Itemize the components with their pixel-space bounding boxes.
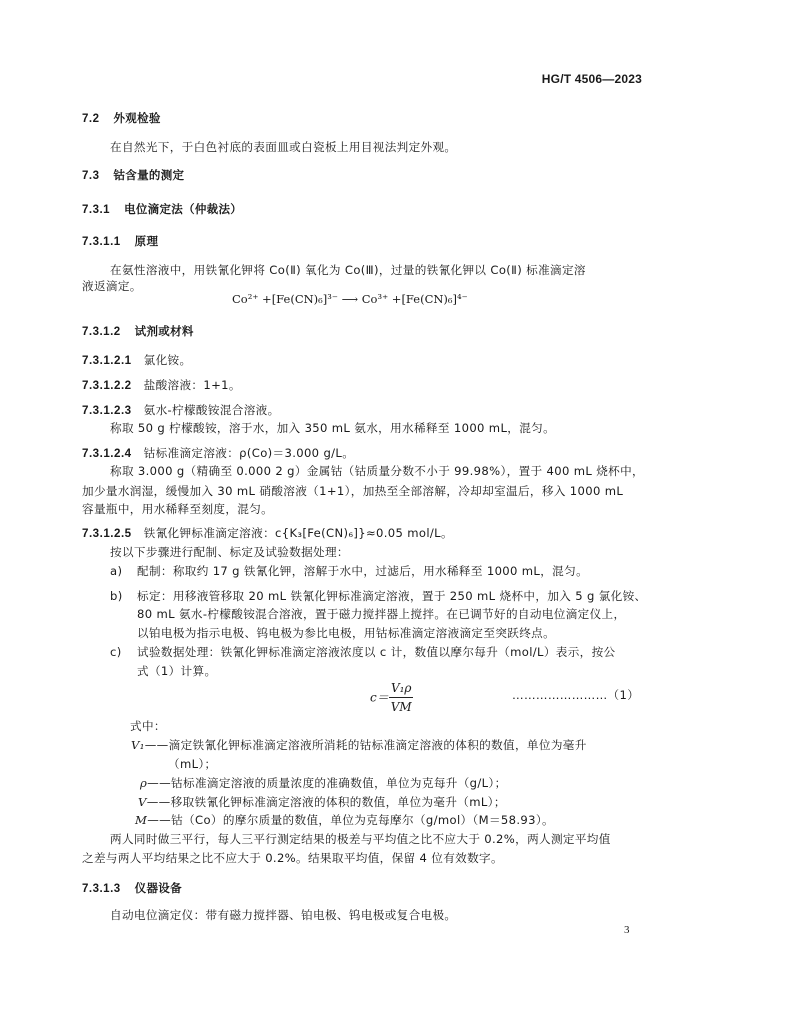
formula-fraction (389, 680, 414, 715)
clause-text: 钴标准滴定溶液：ρ(Co)＝3.000 g/L。 (143, 446, 355, 460)
variable-definition (131, 737, 587, 753)
page-number: 3 (624, 924, 630, 936)
formula (370, 680, 414, 715)
list-item-line: 80 mL 氨水-柠檬酸铵混合溶液，置于磁力搅拌器上搅拌。在已调节好的自动电位滴定仪上， (137, 607, 626, 621)
section-title: 原理 (134, 234, 159, 248)
paragraph-line: 容量瓶中，用水稀释至刻度，混匀。 (82, 502, 274, 516)
standard-number: HG/T 4506—2023 (541, 72, 642, 86)
list-marker: c) (110, 645, 122, 659)
section-title: 钴含量的测定 (113, 168, 185, 182)
clause-number: 7.3.1.2.1 (82, 354, 132, 367)
clause-text: 铁氰化钾标准滴定溶液：c{K₃[Fe(CN)₆]}≈0.05 mol/L。 (143, 526, 453, 540)
list-item-line: 式（1）计算。 (137, 664, 217, 678)
clause-number: 7.3.1.2.2 (82, 379, 132, 392)
paragraph-line: 称取 50 g 柠檬酸铵，溶于水，加入 350 mL 氨水，用水稀释至 1000 mL，混匀。 (110, 421, 556, 435)
section-number: 7.3.1.1 (82, 236, 121, 248)
paragraph-line: 加少量水润湿，缓慢加入 30 mL 硝酸溶液（1+1），加热至全部溶解，冷却却室温后，移入 1000 mL (82, 484, 624, 498)
formula-numerator: V₁ρ (389, 680, 414, 698)
section-number: 7.3.1 (82, 204, 111, 216)
list-item (110, 563, 588, 579)
paragraph: 在自然光下，于白色衬底的表面皿或白瓷板上用目视法判定外观。 (110, 140, 457, 154)
list-item (110, 644, 616, 660)
formula-lhs: c＝ (370, 690, 389, 705)
variable-text: ——钴（Co）的摩尔质量的数值，单位为克每摩尔（g/mol）（M＝58.93）。 (147, 813, 554, 827)
clause-7-3-1-2-4 (82, 445, 354, 461)
list-marker: b) (110, 589, 123, 603)
list-item-line: 以铂电极为指示电极、钨电极为参比电极，用钴标准滴定溶液滴定至突跃终点。 (137, 626, 556, 640)
variable-text-line: （mL）； (168, 757, 217, 771)
section-title: 仪器设备 (134, 881, 182, 895)
variable-symbol: V (138, 795, 147, 809)
section-title: 电位滴定法（仲裁法） (124, 202, 243, 216)
paragraph-line: 液返滴定。 (82, 279, 142, 293)
variable-definition (135, 812, 554, 828)
variable-symbol: ρ (140, 776, 148, 790)
paragraph-line: 之差与两人平均结果之比不应大于 0.2%。结果取平均值，保留 4 位有效数字。 (82, 851, 503, 865)
section-number: 7.3 (82, 170, 100, 182)
section-title: 外观检验 (113, 111, 161, 125)
section-number: 7.3.1.3 (82, 883, 121, 895)
clause-number: 7.3.1.2.3 (82, 404, 132, 417)
list-item-text: 标定：用移液管移取 20 mL 铁氰化钾标准滴定溶液，置于 250 mL 烧杯中，加入 5 g 氯化铵、 (137, 589, 647, 603)
variable-text: ——移取铁氰化钾标准滴定溶液的体积的数值，单位为毫升（mL）； (146, 795, 506, 809)
list-item-text: 配制：称取约 17 g 铁氰化钾，溶解于水中，过滤后，用水稀释至 1000 mL，混匀。 (137, 564, 589, 578)
variable-symbol: M (135, 813, 148, 827)
where-label: 式中： (130, 719, 166, 733)
clause-number: 7.3.1.2.5 (82, 527, 132, 540)
paragraph-line: 称取 3.000 g（精确至 0.000 2 g）金属钴（钴质量分数不小于 99.98%），置于 400 mL 烧杯中， (110, 464, 644, 478)
clause-7-3-1-2-2 (82, 377, 241, 393)
clause-text: 氨水-柠檬酸铵混合溶液。 (143, 403, 280, 417)
variable-text: ——钴标准滴定溶液的质量浓度的准确数值，单位为克每升（g/L）； (147, 776, 507, 790)
clause-7-3-1-2-3 (82, 402, 280, 418)
section-7-3-1-1-heading (82, 233, 158, 249)
section-7-2-heading (82, 110, 161, 126)
formula-number: ……………………（1） (512, 688, 640, 702)
variable-definition (138, 794, 506, 810)
paragraph-line: 两人同时做三平行，每人三平行测定结果的极差与平均值之比不应大于 0.2%，两人测定平均值 (110, 832, 611, 846)
clause-7-3-1-2-1 (82, 352, 191, 368)
section-7-3-1-2-heading (82, 323, 194, 339)
paragraph-line: 在氨性溶液中，用铁氰化钾将 Co(Ⅱ) 氧化为 Co(Ⅲ)，过量的铁氰化钾以 Co(Ⅱ) 标准滴定溶 (110, 263, 586, 277)
section-number: 7.2 (82, 113, 100, 125)
paragraph: 自动电位滴定仪：带有磁力搅拌器、铂电极、钨电极或复合电极。 (110, 908, 457, 922)
variable-symbol: V₁ (131, 738, 145, 752)
clause-7-3-1-2-5 (82, 525, 453, 541)
formula-denominator: VM (390, 700, 412, 714)
list-item-text: 试验数据处理：铁氰化钾标准滴定溶液浓度以 c 计，数值以摩尔每升（mol/L）表示，按公 (137, 645, 616, 659)
section-number: 7.3.1.2 (82, 326, 121, 338)
clause-text: 氯化铵。 (143, 353, 192, 367)
list-item (110, 588, 647, 604)
section-7-3-1-heading (82, 201, 242, 217)
section-7-3-1-3-heading (82, 880, 182, 896)
clause-number: 7.3.1.2.4 (82, 447, 132, 460)
section-7-3-heading (82, 167, 184, 183)
section-title: 试剂或材料 (134, 324, 194, 338)
clause-text: 盐酸溶液：1+1。 (143, 378, 241, 392)
variable-text: ——滴定铁氰化钾标准滴定溶液所消耗的钴标准滴定溶液的体积的数值，单位为毫升 (144, 738, 587, 752)
reaction-equation: Co²⁺ +[Fe(CN)₆]³⁻ ⟶ Co³⁺ +[Fe(CN)₆]⁴⁻ (232, 292, 468, 306)
list-marker: a) (110, 564, 123, 578)
variable-definition (140, 775, 507, 791)
paragraph-line: 按以下步骤进行配制、标定及试验数据处理： (110, 545, 349, 559)
